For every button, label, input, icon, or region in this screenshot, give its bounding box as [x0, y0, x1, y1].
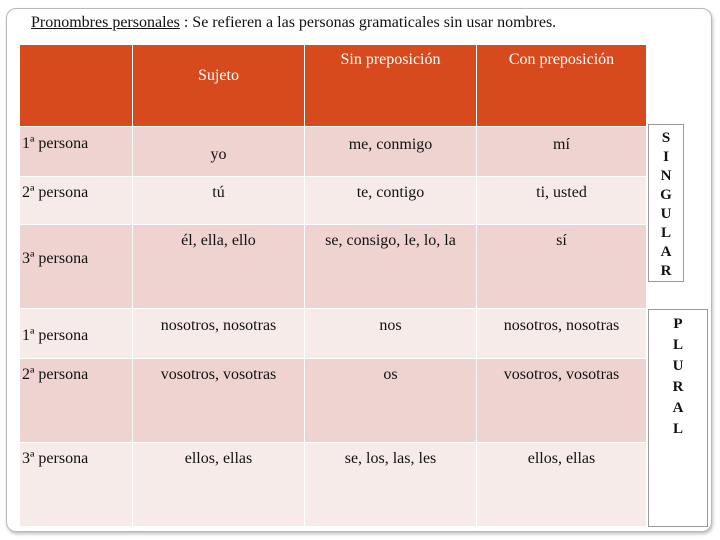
cell-con-preposicion: ellos, ellas	[477, 443, 647, 527]
cell-sujeto: nosotros, nosotras	[133, 309, 305, 359]
singular-letter: G	[660, 187, 672, 203]
row-label: 1ª persona	[20, 127, 133, 177]
row-label: 3ª persona	[20, 225, 133, 309]
row-label: 2ª persona	[20, 359, 133, 443]
singular-letter: I	[663, 149, 669, 165]
singular-letter: R	[660, 263, 672, 279]
singular-letter: N	[660, 168, 672, 184]
cell-sin-preposicion: nos	[305, 309, 477, 359]
singular-letter: L	[660, 225, 671, 241]
plural-letter: U	[672, 358, 684, 374]
cell-con-preposicion: mí	[477, 127, 647, 177]
cell-sin-preposicion: se, los, las, les	[305, 443, 477, 527]
singular-letter: S	[661, 130, 671, 146]
title-term: Pronombres personales	[31, 14, 180, 31]
cell-sin-preposicion: se, consigo, le, lo, la	[305, 225, 477, 309]
header-corner	[20, 45, 133, 127]
singular-label	[648, 124, 684, 282]
cell-con-preposicion: nosotros, nosotras	[477, 309, 647, 359]
singular-letter: U	[660, 206, 672, 222]
cell-con-preposicion: vosotros, vosotras	[477, 359, 647, 443]
cell-sujeto: vosotros, vosotras	[133, 359, 305, 443]
cell-sin-preposicion: os	[305, 359, 477, 443]
cell-sin-preposicion: te, contigo	[305, 177, 477, 225]
cell-sujeto: ellos, ellas	[133, 443, 305, 527]
cell-con-preposicion: ti, usted	[477, 177, 647, 225]
plural-letter: L	[672, 421, 683, 437]
slide-title	[31, 14, 556, 32]
row-label: 2ª persona	[20, 177, 133, 225]
cell-sujeto: él, ella, ello	[133, 225, 305, 309]
row-label: 3ª persona	[20, 443, 133, 527]
cell-con-preposicion: sí	[477, 225, 647, 309]
plural-label	[648, 309, 708, 527]
plural-letter: P	[673, 316, 683, 332]
cell-sujeto: tú	[133, 177, 305, 225]
cell-sin-preposicion: me, conmigo	[305, 127, 477, 177]
row-label: 1ª persona	[20, 309, 133, 359]
header-sin-preposicion: Sin preposición	[305, 45, 477, 127]
plural-letter: A	[672, 400, 684, 416]
plural-letter: R	[672, 379, 684, 395]
cell-sujeto: yo	[133, 127, 305, 177]
plural-letter: L	[672, 337, 683, 353]
singular-letter: A	[660, 244, 672, 260]
header-con-preposicion: Con preposición	[477, 45, 647, 127]
title-description: : Se refieren a las personas gramaticales sin usar nombres.	[179, 14, 557, 31]
header-sujeto: Sujeto	[133, 45, 305, 127]
